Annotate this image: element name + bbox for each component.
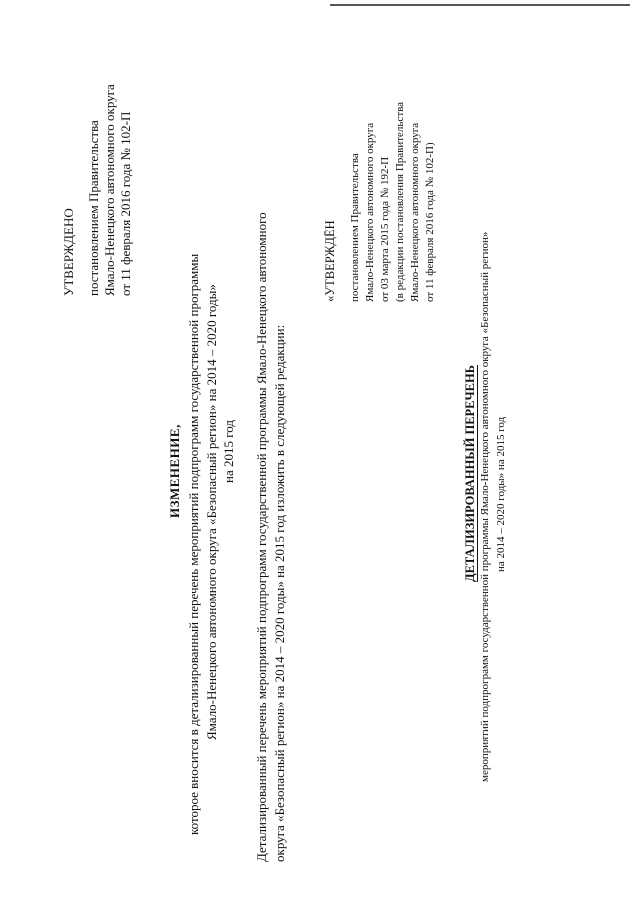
change-line-2: Ямало-Ненецкого автономного округа «Безопасный регион» на 2014 – 2020 годы» (204, 284, 219, 740)
body-line-2: округа «Безопасный регион» на 2014 – 2020 годы» на 2015 год изложить в следующей редакции: (272, 324, 287, 862)
detail-title: ДЕТАЛИЗИРОВАННЫЙ ПЕРЕЧЕНЬ (463, 365, 477, 582)
approval-top-line-2: Ямало-Ненецкого автономного округа (102, 84, 117, 296)
approval-inner-line-3: от 03 марта 2015 года № 192-П (379, 156, 391, 302)
approval-inner-label: «УТВЕРЖДЁН (323, 220, 337, 302)
approval-inner-line-1: постановлением Правительства (349, 153, 361, 302)
approval-inner-line-4: (в редакции постановления Правительства (394, 101, 406, 302)
approval-top-line-3: от 11 февраля 2016 года № 102-П (118, 111, 133, 296)
approval-top-line-1: постановлением Правительства (86, 120, 101, 296)
approval-inner-line-6: от 11 февраля 2016 года № 102-П) (424, 142, 436, 302)
change-line-1: которое вносится в детализированный перечень мероприятий подпрограмм государственной программы (186, 253, 201, 835)
top-border-line (330, 4, 630, 6)
approval-inner-line-2: Ямало-Ненецкого автономного округа (364, 122, 376, 302)
detail-line-2: на 2014 – 2020 годы» на 2015 год (495, 416, 507, 572)
change-title: ИЗМЕНЕНИЕ, (167, 424, 182, 518)
approval-inner-line-5: Ямало-Ненецкого автономного округа (409, 122, 421, 302)
approval-top-label: УТВЕРЖДЕНО (61, 208, 76, 296)
detail-line-1: мероприятий подпрограмм государственной программы Ямало-Ненецкого автономного округа «Безопасный регион» (479, 231, 491, 782)
change-line-3: на 2015 год (221, 420, 236, 483)
body-line-1: Детализированный перечень мероприятий подпрограмм государственной программы Ямало-Ненецкого автономного (254, 212, 269, 862)
